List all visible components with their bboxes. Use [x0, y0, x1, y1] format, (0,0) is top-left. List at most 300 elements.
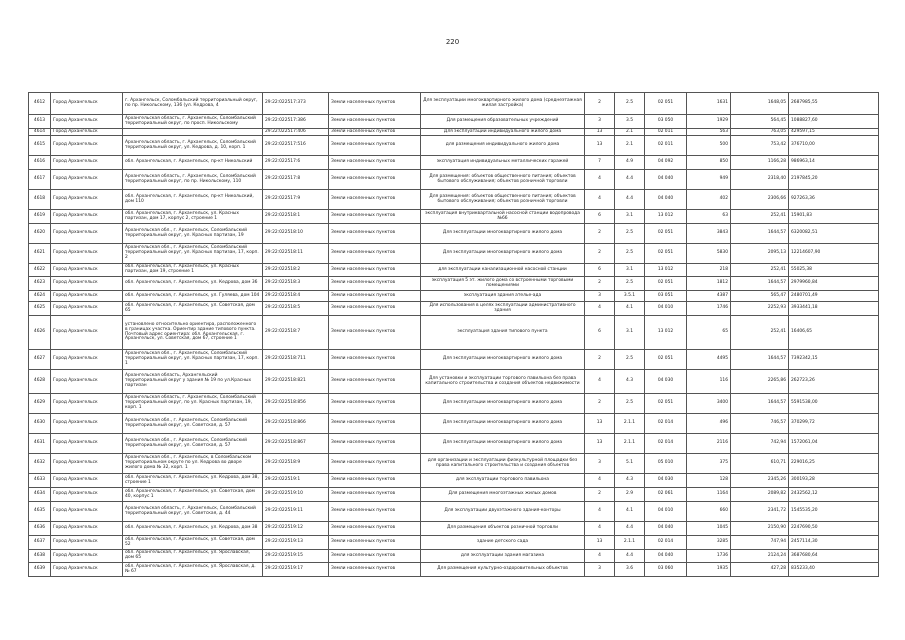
area-cell: 5830 [687, 244, 731, 264]
type-code-cell: 04 092 [645, 156, 687, 170]
permitted-use-cell: Для использования в целях эксплуатации административного здания [421, 302, 585, 316]
specific-value-cell: 1644,57 [731, 277, 789, 291]
use-code-cell: 2.1.1 [615, 434, 645, 454]
group-code-cell: 6 [585, 316, 615, 350]
group-code-cell: 2 [585, 488, 615, 502]
cadastral-number-cell: 29:22:022519:17 [263, 563, 329, 577]
land-registry-table [28, 92, 879, 577]
specific-value-cell: 252,41 [731, 316, 789, 350]
municipality-cell: Город Архангельск [51, 190, 123, 210]
table-row [29, 156, 879, 170]
table-row [29, 454, 879, 474]
row-number-cell: 4627 [29, 350, 51, 370]
group-code-cell: 13 [585, 129, 615, 136]
cadastral-value-cell: 7392342,15 [789, 350, 879, 370]
specific-value-cell: 2095,13 [731, 244, 789, 264]
cadastral-value-cell: 5591538,00 [789, 394, 879, 414]
table-row [29, 370, 879, 394]
type-code-cell: 03 060 [645, 563, 687, 577]
use-code-cell: 2.5 [615, 93, 645, 115]
group-code-cell: 2 [585, 277, 615, 291]
municipality-cell: Город Архангельск [51, 136, 123, 156]
cadastral-number-cell: 29:22:022518:1 [263, 210, 329, 224]
address-cell: обл. Архангельская, г. Архангельск, ул. Красных партизан, дом 17, корпус 2, строение 1 [123, 210, 263, 224]
specific-value-cell: 2150,90 [731, 522, 789, 536]
type-code-cell: 02 051 [645, 224, 687, 244]
address-cell: Архангельская обл., г. Архангельск, в Соломбальском территориальном округе по ул. Кедрова во дворе жилого дома № 32, корп. 1 [123, 454, 263, 474]
table-row [29, 136, 879, 156]
address-cell: обл. Архангельская, г. Архангельск, ул. Кедрова, дом 38 [123, 522, 263, 536]
type-code-cell: 04 040 [645, 550, 687, 563]
land-category-cell: Земли населенных пунктов [329, 488, 421, 502]
group-code-cell: 2 [585, 394, 615, 414]
row-number-cell: 4636 [29, 522, 51, 536]
permitted-use-cell: Для размещения образовательных учреждений [421, 115, 585, 129]
cadastral-value-cell: 2247690,50 [789, 522, 879, 536]
type-code-cell: 02 051 [645, 244, 687, 264]
type-code-cell: 02 014 [645, 434, 687, 454]
area-cell: 1812 [687, 277, 731, 291]
group-code-cell: 3 [585, 454, 615, 474]
cadastral-value-cell: 229016,25 [789, 454, 879, 474]
cadastral-number-cell: 29:22:022518:866 [263, 414, 329, 434]
land-category-cell: Земли населенных пунктов [329, 522, 421, 536]
area-cell: 500 [687, 136, 731, 156]
row-number-cell: 4625 [29, 302, 51, 316]
table-row [29, 474, 879, 488]
type-code-cell: 05 010 [645, 454, 687, 474]
cadastral-number-cell: 29:22:022519:13 [263, 536, 329, 550]
table-row [29, 115, 879, 129]
group-code-cell: 13 [585, 414, 615, 434]
use-code-cell: 2.1.1 [615, 414, 645, 434]
group-code-cell: 2 [585, 350, 615, 370]
municipality-cell: Город Архангельск [51, 522, 123, 536]
cadastral-number-cell: 29:22:022518:821 [263, 370, 329, 394]
area-cell: 63 [687, 210, 731, 224]
group-code-cell: 3 [585, 291, 615, 302]
group-code-cell: 4 [585, 474, 615, 488]
area-cell: 1631 [687, 93, 731, 115]
table-row [29, 350, 879, 370]
specific-value-cell: 1644,57 [731, 394, 789, 414]
use-code-cell: 3.6 [615, 563, 645, 577]
type-code-cell: 03 051 [645, 291, 687, 302]
cadastral-number-cell: 29:22:022517:386 [263, 115, 329, 129]
cadastral-value-cell: 2687985,55 [789, 93, 879, 115]
table-row [29, 316, 879, 350]
specific-value-cell: 610,71 [731, 454, 789, 474]
type-code-cell: 02 014 [645, 414, 687, 434]
municipality-cell: Город Архангельск [51, 563, 123, 577]
row-number-cell: 4617 [29, 170, 51, 190]
specific-value-cell: 763,05 [731, 129, 789, 136]
permitted-use-cell: Для размещения многоэтажных жилых домов [421, 488, 585, 502]
cadastral-value-cell: 2480701,49 [789, 291, 879, 302]
type-code-cell: 13 012 [645, 210, 687, 224]
row-number-cell: 4620 [29, 224, 51, 244]
land-category-cell: Земли населенных пунктов [329, 394, 421, 414]
row-number-cell: 4639 [29, 563, 51, 577]
group-code-cell: 3 [585, 115, 615, 129]
cadastral-number-cell: 29:22:022519:15 [263, 550, 329, 563]
address-cell: обл. Архангельская, г. Архангельск, ул. Ярославская, д. № 67 [123, 563, 263, 577]
municipality-cell: Город Архангельск [51, 302, 123, 316]
land-category-cell: Земли населенных пунктов [329, 129, 421, 136]
cadastral-value-cell: 429597,15 [789, 129, 879, 136]
type-code-cell: 02 051 [645, 350, 687, 370]
land-category-cell: Земли населенных пунктов [329, 563, 421, 577]
address-cell: Архангельская область, г. Архангельск, Соломбальский территориальный округ, по просп. Никольскому [123, 115, 263, 129]
address-cell: обл. Архангельская, г. Архангельск, ул. Ярославская, дом 65 [123, 550, 263, 563]
permitted-use-cell: для размещения индивидуального жилого дома [421, 136, 585, 156]
municipality-cell: Город Архангельск [51, 316, 123, 350]
municipality-cell: Город Архангельск [51, 454, 123, 474]
group-code-cell: 6 [585, 210, 615, 224]
cadastral-number-cell: 29:22:022518:3 [263, 277, 329, 291]
specific-value-cell: 564,45 [731, 115, 789, 129]
row-number-cell: 4638 [29, 550, 51, 563]
type-code-cell: 02 014 [645, 536, 687, 550]
specific-value-cell: 252,41 [731, 210, 789, 224]
area-cell: 3843 [687, 224, 731, 244]
land-category-cell: Земли населенных пунктов [329, 264, 421, 277]
cadastral-number-cell: 29:22:022518:10 [263, 224, 329, 244]
table-row [29, 522, 879, 536]
cadastral-number-cell: 29:22:022518:9 [263, 454, 329, 474]
area-cell: 218 [687, 264, 731, 277]
permitted-use-cell: Для размещения: объектов общественного питания; объектов бытового обслуживания; объектов розничной торговли [421, 170, 585, 190]
cadastral-number-cell: 29:22:022519:1 [263, 474, 329, 488]
row-number-cell: 4614 [29, 129, 51, 136]
land-category-cell: Земли населенных пунктов [329, 302, 421, 316]
permitted-use-cell: для организации и эксплуатации физкультурной площадки без права капитального строительства и создания объектов [421, 454, 585, 474]
specific-value-cell: 742,94 [731, 434, 789, 454]
row-number-cell: 4626 [29, 316, 51, 350]
municipality-cell: Город Архангельск [51, 434, 123, 454]
type-code-cell: 04 030 [645, 474, 687, 488]
address-cell: Архангельская обл., г. Архангельск, Соломбальский территориальный округ, ул. Советская, д. 57 [123, 414, 263, 434]
cadastral-value-cell: 2979960,84 [789, 277, 879, 291]
permitted-use-cell: Для размещения объектов розничной торговли [421, 522, 585, 536]
row-number-cell: 4622 [29, 264, 51, 277]
area-cell: 375 [687, 454, 731, 474]
permitted-use-cell: эксплуатация 5 эт. жилого дома со встроенными торговыми помещениями [421, 277, 585, 291]
cadastral-number-cell: 29:22:022517:516 [263, 136, 329, 156]
row-number-cell: 4633 [29, 474, 51, 488]
specific-value-cell: 747,94 [731, 536, 789, 550]
permitted-use-cell: Для эксплуатации многоквартирного жилого дома (среднеэтажная жилая застройка) [421, 93, 585, 115]
address-cell: обл. Архангельская, г. Архангельск, ул. Советская, дом 52 [123, 536, 263, 550]
area-cell: 1164 [687, 488, 731, 502]
address-cell: Архангельская область, г. Архангельск, Соломбальский территориальный округ, по пр. Никольскому, 110 [123, 170, 263, 190]
area-cell: 1045 [687, 522, 731, 536]
type-code-cell: 04 040 [645, 522, 687, 536]
use-code-cell: 4.4 [615, 190, 645, 210]
permitted-use-cell: Для эксплуатации многоквартирного жилого дома [421, 244, 585, 264]
cadastral-value-cell: 2197845,20 [789, 170, 879, 190]
table-row [29, 563, 879, 577]
land-category-cell: Земли населенных пунктов [329, 93, 421, 115]
land-category-cell: Земли населенных пунктов [329, 224, 421, 244]
cadastral-number-cell: 29:22:022519:10 [263, 488, 329, 502]
use-code-cell: 2.5 [615, 224, 645, 244]
specific-value-cell: 2306,66 [731, 190, 789, 210]
area-cell: 3285 [687, 536, 731, 550]
cadastral-value-cell: 6320082,51 [789, 224, 879, 244]
municipality-cell: Город Архангельск [51, 264, 123, 277]
permitted-use-cell: для эксплуатации торгового павильона [421, 474, 585, 488]
type-code-cell: 02 051 [645, 93, 687, 115]
permitted-use-cell: для эксплуатации здания магазина [421, 550, 585, 563]
row-number-cell: 4630 [29, 414, 51, 434]
land-category-cell: Земли населенных пунктов [329, 370, 421, 394]
area-cell: 1746 [687, 302, 731, 316]
cadastral-number-cell: 29:22:022518:711 [263, 350, 329, 370]
group-code-cell: 3 [585, 563, 615, 577]
cadastral-value-cell: 300193,28 [789, 474, 879, 488]
address-cell: обл. Архангельская, г. Архангельск, ул. Красных партизан, дом 19, строение 1 [123, 264, 263, 277]
cadastral-number-cell: 29:22:022518:5 [263, 302, 329, 316]
group-code-cell: 4 [585, 170, 615, 190]
municipality-cell: Город Архангельск [51, 488, 123, 502]
land-category-cell: Земли населенных пунктов [329, 454, 421, 474]
type-code-cell: 04 010 [645, 502, 687, 522]
group-code-cell: 7 [585, 156, 615, 170]
use-code-cell: 2.5 [615, 350, 645, 370]
land-category-cell: Земли населенных пунктов [329, 156, 421, 170]
land-category-cell: Земли населенных пунктов [329, 350, 421, 370]
row-number-cell: 4631 [29, 434, 51, 454]
type-code-cell: 04 030 [645, 370, 687, 394]
area-cell: 949 [687, 170, 731, 190]
permitted-use-cell: Для размещения: объектов общественного питания; объектов бытового обслуживания; объектов розничной торговли [421, 190, 585, 210]
permitted-use-cell: Для эксплуатации индивидуального жилого дома [421, 129, 585, 136]
cadastral-number-cell: 29:22:022517:9 [263, 190, 329, 210]
use-code-cell: 3.5.1 [615, 291, 645, 302]
specific-value-cell: 565,47 [731, 291, 789, 302]
land-category-cell: Земли населенных пунктов [329, 136, 421, 156]
row-number-cell: 4623 [29, 277, 51, 291]
area-cell: 65 [687, 316, 731, 350]
specific-value-cell: 2318,40 [731, 170, 789, 190]
permitted-use-cell: Для эксплуатации многоквартирного жилого дома [421, 414, 585, 434]
permitted-use-cell: эксплуатация здания типового пункта [421, 316, 585, 350]
use-code-cell: 4.1 [615, 302, 645, 316]
use-code-cell: 4.9 [615, 156, 645, 170]
row-number-cell: 4634 [29, 488, 51, 502]
specific-value-cell: 2265,86 [731, 370, 789, 394]
municipality-cell: Город Архангельск [51, 210, 123, 224]
land-category-cell: Земли населенных пунктов [329, 550, 421, 563]
cadastral-value-cell: 376710,00 [789, 136, 879, 156]
type-code-cell: 02 011 [645, 129, 687, 136]
group-code-cell: 2 [585, 224, 615, 244]
municipality-cell: Город Архангельск [51, 224, 123, 244]
group-code-cell: 13 [585, 536, 615, 550]
address-cell: обл. Архангельская, г. Архангельск, ул. Кедрова, дом 38, строение 1 [123, 474, 263, 488]
table-row [29, 277, 879, 291]
table-row [29, 93, 879, 115]
address-cell: обл. Архангельская, г. Архангельск, ул. Советская, дом 40, корпус 1 [123, 488, 263, 502]
use-code-cell: 3.5 [615, 115, 645, 129]
area-cell: 850 [687, 156, 731, 170]
type-code-cell: 04 010 [645, 302, 687, 316]
table-row [29, 291, 879, 302]
permitted-use-cell: Для эксплуатации многоквартирного жилого дома [421, 394, 585, 414]
type-code-cell: 13 012 [645, 264, 687, 277]
cadastral-number-cell: 29:22:022517:8 [263, 170, 329, 190]
specific-value-cell: 1648,05 [731, 93, 789, 115]
table-row [29, 502, 879, 522]
municipality-cell: Город Архангельск [51, 93, 123, 115]
municipality-cell: Город Архангельск [51, 115, 123, 129]
cadastral-number-cell: 29:22:022518:856 [263, 394, 329, 414]
land-category-cell: Земли населенных пунктов [329, 170, 421, 190]
permitted-use-cell: для эксплуатации канализационной насосной станции [421, 264, 585, 277]
address-cell: Архангельская область, г. Архангельск, Соломбальский территориальный округ, по ул. Красных партизан, 19, корп. 1 [123, 394, 263, 414]
cadastral-value-cell: 12214607,90 [789, 244, 879, 264]
area-cell: 4495 [687, 350, 731, 370]
type-code-cell: 13 012 [645, 316, 687, 350]
group-code-cell: 4 [585, 550, 615, 563]
municipality-cell: Город Архангельск [51, 291, 123, 302]
area-cell: 660 [687, 502, 731, 522]
table-row [29, 190, 879, 210]
area-cell: 116 [687, 370, 731, 394]
land-category-cell: Земли населенных пунктов [329, 536, 421, 550]
use-code-cell: 3.1 [615, 264, 645, 277]
group-code-cell: 4 [585, 522, 615, 536]
table-row [29, 224, 879, 244]
permitted-use-cell: Для установки и эксплуатации торгового павильона без права капитального строительства и создания объектов недвижимости [421, 370, 585, 394]
table-row [29, 264, 879, 277]
use-code-cell: 5.1 [615, 454, 645, 474]
type-code-cell: 04 040 [645, 170, 687, 190]
cadastral-number-cell: 29:22:022518:867 [263, 434, 329, 454]
group-code-cell: 4 [585, 370, 615, 394]
cadastral-value-cell: 16406,65 [789, 316, 879, 350]
permitted-use-cell: Для эксплуатации многоквартирного жилого дома [421, 350, 585, 370]
municipality-cell: Город Архангельск [51, 170, 123, 190]
municipality-cell: Город Архангельск [51, 244, 123, 264]
permitted-use-cell: Для эксплуатации многоквартирного жилого дома [421, 224, 585, 244]
row-number-cell: 4619 [29, 210, 51, 224]
table-row [29, 170, 879, 190]
use-code-cell: 3.1 [615, 316, 645, 350]
address-cell: Архангельская область, Архангельский территориальный округ у здания № 19 по ул.Красных партизан [123, 370, 263, 394]
municipality-cell: Город Архангельск [51, 502, 123, 522]
address-cell: г. Архангельск, Соломбальский территориальный округ, по пр. Никольскому, 136 (ул. Кедрова, 4 [123, 93, 263, 115]
cadastral-value-cell: 986963,14 [789, 156, 879, 170]
address-cell: Архангельская обл., г. Архангельск, Соломбальский территориальный округ, ул. Советская, д. 57 [123, 434, 263, 454]
specific-value-cell: 427,28 [731, 563, 789, 577]
area-cell: 1929 [687, 115, 731, 129]
row-number-cell: 4624 [29, 291, 51, 302]
cadastral-value-cell: 3933441,18 [789, 302, 879, 316]
cadastral-value-cell: 2432562,12 [789, 488, 879, 502]
cadastral-value-cell: 835233,40 [789, 563, 879, 577]
land-category-cell: Земли населенных пунктов [329, 502, 421, 522]
row-number-cell: 4629 [29, 394, 51, 414]
specific-value-cell: 252,41 [731, 264, 789, 277]
area-cell: 128 [687, 474, 731, 488]
address-cell: Архангельская обл., г. Архангельск, Соломбальский территориальный округ, ул. Красных партизан, 19 [123, 224, 263, 244]
use-code-cell: 4.3 [615, 370, 645, 394]
land-category-cell: Земли населенных пунктов [329, 244, 421, 264]
address-cell: Архангельская обл., г. Архангельск, Соломбальский территориальный округ, ул. Красных партизан, 17, корп. 2 [123, 244, 263, 264]
row-number-cell: 4613 [29, 115, 51, 129]
specific-value-cell: 2089,82 [731, 488, 789, 502]
table-row [29, 488, 879, 502]
group-code-cell: 13 [585, 434, 615, 454]
specific-value-cell: 746,57 [731, 414, 789, 434]
municipality-cell: Город Архангельск [51, 536, 123, 550]
specific-value-cell: 1166,28 [731, 156, 789, 170]
table-row [29, 394, 879, 414]
permitted-use-cell: здание детского сада [421, 536, 585, 550]
row-number-cell: 4637 [29, 536, 51, 550]
type-code-cell: 02 061 [645, 488, 687, 502]
cadastral-number-cell: 29:22:022517:373 [263, 93, 329, 115]
land-category-cell: Земли населенных пунктов [329, 474, 421, 488]
land-category-cell: Земли населенных пунктов [329, 190, 421, 210]
address-cell: обл. Архангельская, г. Архангельск, пр-кт Никольский [123, 156, 263, 170]
use-code-cell: 4.4 [615, 170, 645, 190]
area-cell: 563 [687, 129, 731, 136]
municipality-cell: Город Архангельск [51, 474, 123, 488]
municipality-cell: Город Архангельск [51, 414, 123, 434]
table-row [29, 244, 879, 264]
specific-value-cell: 1644,57 [731, 350, 789, 370]
use-code-cell: 2.1 [615, 136, 645, 156]
cadastral-number-cell: 29:22:022518:2 [263, 264, 329, 277]
address-cell: Архангельская обл., г. Архангельск, Соломбальский территориальный округ, ул. Красных партизан, 17, корп. 1 [123, 350, 263, 370]
area-cell: 2116 [687, 434, 731, 454]
type-code-cell: 02 011 [645, 136, 687, 156]
group-code-cell: 4 [585, 502, 615, 522]
land-category-cell: Земли населенных пунктов [329, 277, 421, 291]
address-cell: обл. Архангельская, г. Архангельск, ул. Советская, дом 65 [123, 302, 263, 316]
cadastral-number-cell: 29:22:022517:6 [263, 156, 329, 170]
type-code-cell: 02 051 [645, 394, 687, 414]
use-code-cell: 4.4 [615, 522, 645, 536]
page-number: 220 [445, 38, 460, 46]
use-code-cell: 2.5 [615, 277, 645, 291]
cadastral-value-cell: 262723,26 [789, 370, 879, 394]
municipality-cell: Город Архангельск [51, 550, 123, 563]
address-cell: обл. Архангельская, г. Архангельск, пр-кт Никольский, дом 110 [123, 190, 263, 210]
use-code-cell: 4.3 [615, 474, 645, 488]
address-cell: обл. Архангельская, г. Архангельск, ул. Гуляева, дом 104 [123, 291, 263, 302]
municipality-cell: Город Архангельск [51, 394, 123, 414]
group-code-cell: 13 [585, 136, 615, 156]
use-code-cell: 2.5 [615, 244, 645, 264]
permitted-use-cell: эксплуатация внутриквартальной насосной станции водопровода №66 [421, 210, 585, 224]
cadastral-number-cell: 29:22:022519:12 [263, 522, 329, 536]
row-number-cell: 4635 [29, 502, 51, 522]
permitted-use-cell: Для эксплуатации многоквартирного жилого дома [421, 434, 585, 454]
row-number-cell: 4632 [29, 454, 51, 474]
use-code-cell: 3.1 [615, 210, 645, 224]
address-cell [123, 129, 263, 136]
address-cell: обл. Архангельская, г. Архангельск, ул. Кедрова, дом 36 [123, 277, 263, 291]
address-cell: Архангельская область, г. Архангельск, Соломбальский территориальный округ, ул. Советская, д. 44 [123, 502, 263, 522]
municipality-cell: Город Архангельск [51, 277, 123, 291]
cadastral-number-cell: 29:22:022517:406 [263, 129, 329, 136]
specific-value-cell: 2124,24 [731, 550, 789, 563]
group-code-cell: 4 [585, 302, 615, 316]
